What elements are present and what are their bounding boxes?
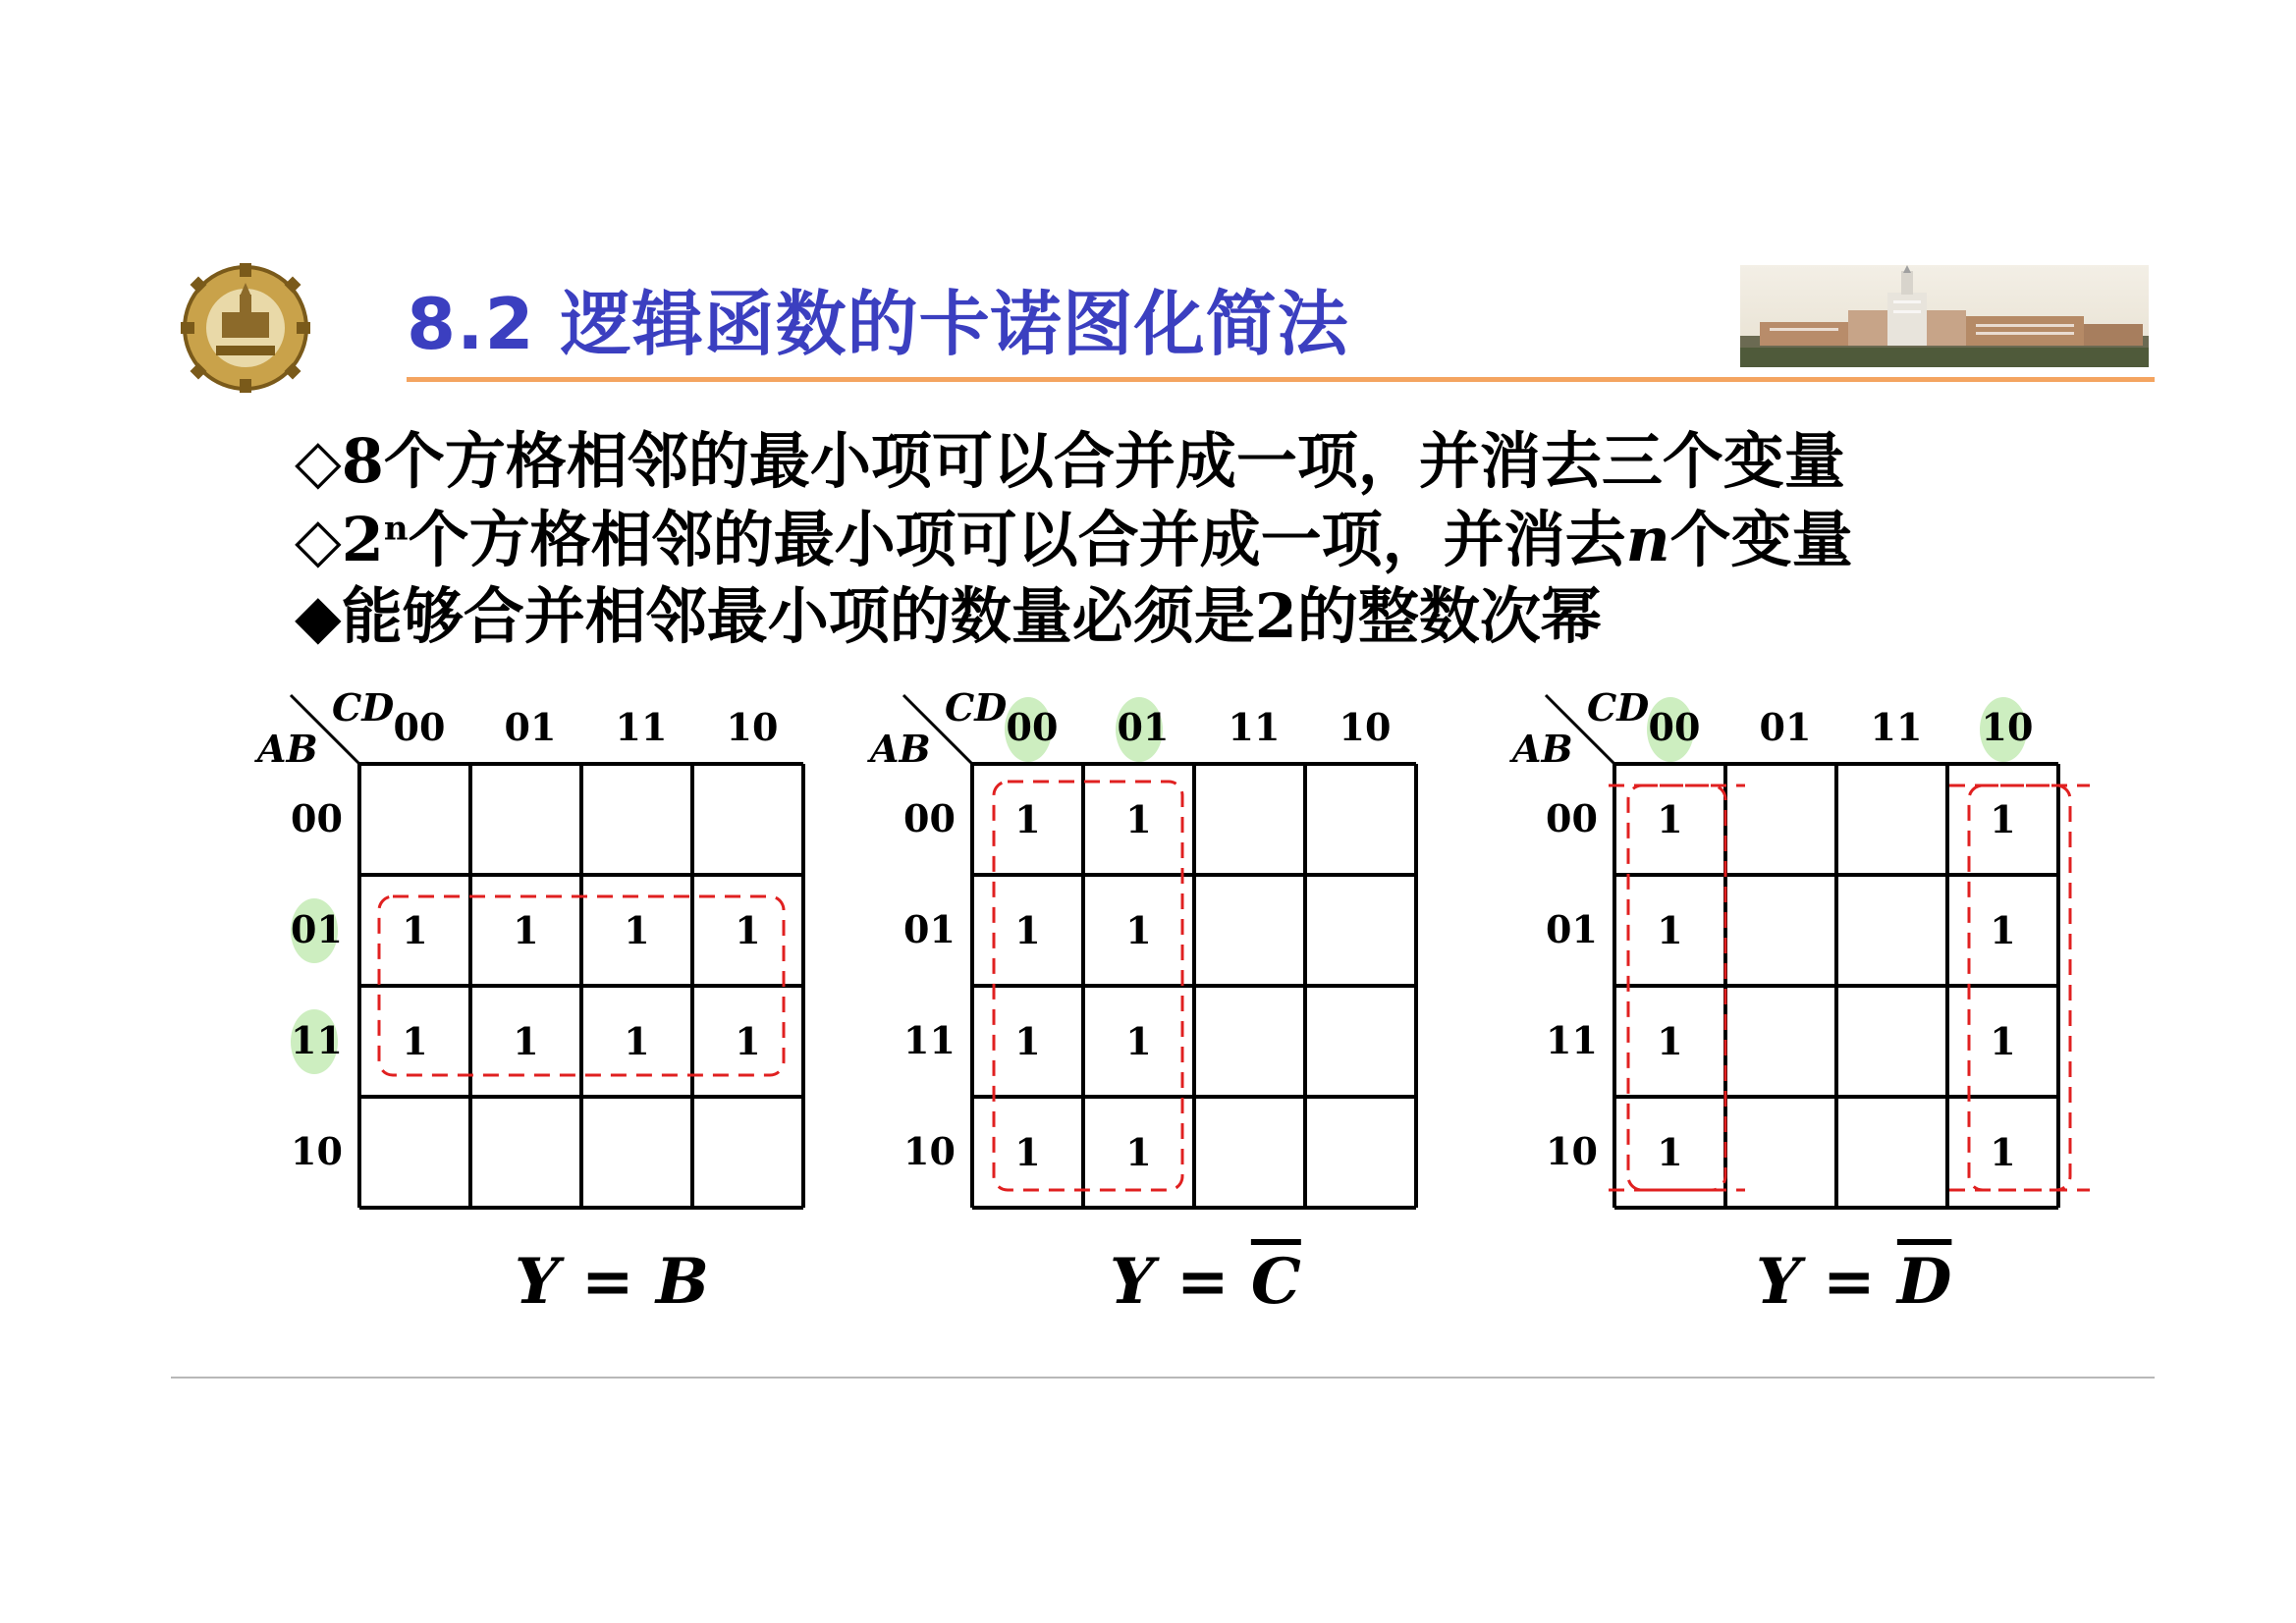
row-code: 10 — [1546, 1128, 1598, 1173]
bullet-power-of-two — [295, 568, 1602, 655]
bullet-pre: 2 — [341, 504, 384, 575]
bullet-superscript: n — [383, 509, 409, 549]
column-code: 01 — [504, 705, 557, 749]
bullet-post: 个变量 — [1669, 504, 1853, 575]
row-code: 10 — [903, 1128, 956, 1173]
kmap-cell — [1725, 986, 1836, 1097]
kmap-cell — [1194, 875, 1305, 986]
kmap-cell: 1 — [1657, 1019, 1683, 1063]
row-code: 01 — [1546, 906, 1598, 951]
kmap-cell: 1 — [513, 908, 539, 952]
kmap-cell: 1 — [624, 908, 650, 952]
karnaugh-map-3 — [1512, 677, 2102, 1227]
kmap-cell: 1 — [1657, 908, 1683, 952]
kmap-cell: 1 — [1014, 1019, 1041, 1063]
expression-rhs: B — [655, 1245, 709, 1319]
bullet-marker: ◇ — [295, 504, 342, 575]
row-code: 00 — [903, 795, 956, 840]
bullet-2n-cells — [295, 491, 1853, 578]
bullet-text: 能够合并相邻最小项的数量必须是2的整数次幂 — [341, 580, 1602, 652]
expression-rhs: $\overline{D}$ — [1896, 1245, 1952, 1319]
column-code: 01 — [1759, 705, 1812, 749]
kmap-cell — [581, 1097, 692, 1208]
column-code: 11 — [1228, 705, 1281, 749]
expression-lhs: Y = — [1756, 1245, 1897, 1319]
bullet-marker: ◇ — [295, 425, 342, 497]
kmap-cell — [1305, 875, 1416, 986]
kmap-cell — [1725, 875, 1836, 986]
kmap-cell — [359, 1097, 470, 1208]
expression-rhs: $\overline{C}$ — [1250, 1245, 1301, 1319]
row-variable-label: AB — [257, 727, 318, 771]
kmap-cell: 1 — [1990, 1130, 2016, 1174]
kmap-cell: 1 — [402, 908, 428, 952]
row-code: 01 — [291, 906, 343, 951]
kmap-cell — [359, 764, 470, 875]
kmap-cell — [1836, 764, 1947, 875]
kmap-cell — [692, 1097, 803, 1208]
footer-divider — [171, 1377, 2155, 1379]
column-code: 00 — [1006, 705, 1059, 749]
column-code: 10 — [726, 705, 779, 749]
karnaugh-map-2 — [870, 677, 1459, 1227]
column-code: 00 — [393, 705, 446, 749]
university-logo — [171, 261, 320, 395]
column-code: 11 — [615, 705, 668, 749]
kmap-cell — [1194, 1097, 1305, 1208]
kmap-cell — [1725, 764, 1836, 875]
column-variable-label: CD — [945, 685, 1008, 730]
bullet-text: 8个方格相邻的最小项可以合并成一项，并消去三个变量 — [341, 425, 1845, 497]
header-divider — [407, 377, 2155, 382]
kmap-cell: 1 — [1014, 908, 1041, 952]
bullet-eight-cells — [295, 412, 1845, 500]
row-code: 11 — [1546, 1017, 1598, 1062]
kmap-cell: 1 — [513, 1019, 539, 1063]
kmap-cell: 1 — [735, 1019, 761, 1063]
kmap-cell: 1 — [402, 1019, 428, 1063]
bullet-marker: ◆ — [295, 580, 342, 652]
kmap-cell — [470, 1097, 581, 1208]
kmap-cell — [1836, 986, 1947, 1097]
kmap-cell — [1194, 986, 1305, 1097]
kmap-cell — [692, 764, 803, 875]
kmap-cell — [1305, 764, 1416, 875]
kmap-cell — [470, 764, 581, 875]
kmap-cell: 1 — [735, 908, 761, 952]
column-variable-label: CD — [332, 685, 395, 730]
row-code: 11 — [291, 1017, 343, 1062]
expression-lhs: Y = — [1110, 1245, 1251, 1319]
kmap-cell — [1305, 986, 1416, 1097]
kmap-cell: 1 — [1125, 797, 1152, 841]
simplified-expression — [515, 1245, 709, 1319]
bullet-mid: 个方格相邻的最小项可以合并成一项，并消去 — [408, 504, 1626, 575]
column-code: 10 — [1339, 705, 1392, 749]
kmap-cell — [1836, 1097, 1947, 1208]
column-variable-label: CD — [1587, 685, 1650, 730]
campus-building-image — [1740, 265, 2149, 367]
column-code: 10 — [1981, 705, 2034, 749]
row-variable-label: AB — [870, 727, 931, 771]
kmap-cell — [1194, 764, 1305, 875]
kmap-cell: 1 — [1125, 908, 1152, 952]
column-code: 11 — [1870, 705, 1923, 749]
kmap-cell: 1 — [1990, 1019, 2016, 1063]
bullet-variable: n — [1625, 504, 1670, 575]
kmap-cell: 1 — [1990, 797, 2016, 841]
row-code: 11 — [903, 1017, 956, 1062]
kmap-cell — [1836, 875, 1947, 986]
kmap-cell: 1 — [624, 1019, 650, 1063]
row-variable-label: AB — [1512, 727, 1573, 771]
kmap-cell: 1 — [1125, 1130, 1152, 1174]
expression-lhs: Y = — [515, 1245, 656, 1319]
kmap-cell — [1725, 1097, 1836, 1208]
karnaugh-map-1 — [257, 677, 847, 1227]
simplified-expression — [1756, 1245, 1951, 1319]
row-code: 00 — [1546, 795, 1598, 840]
kmap-cell — [581, 764, 692, 875]
column-code: 01 — [1117, 705, 1170, 749]
row-code: 00 — [291, 795, 343, 840]
kmap-cell: 1 — [1125, 1019, 1152, 1063]
kmap-cell: 1 — [1990, 908, 2016, 952]
kmap-cell — [1305, 1097, 1416, 1208]
column-code: 00 — [1648, 705, 1701, 749]
kmap-cell: 1 — [1014, 1130, 1041, 1174]
page-title: 8.2 逻辑函数的卡诺图化简法 — [407, 283, 1349, 365]
row-code: 01 — [903, 906, 956, 951]
kmap-cell: 1 — [1657, 1130, 1683, 1174]
row-code: 10 — [291, 1128, 343, 1173]
kmap-cell: 1 — [1657, 797, 1683, 841]
simplified-expression — [1110, 1245, 1301, 1319]
kmap-cell: 1 — [1014, 797, 1041, 841]
